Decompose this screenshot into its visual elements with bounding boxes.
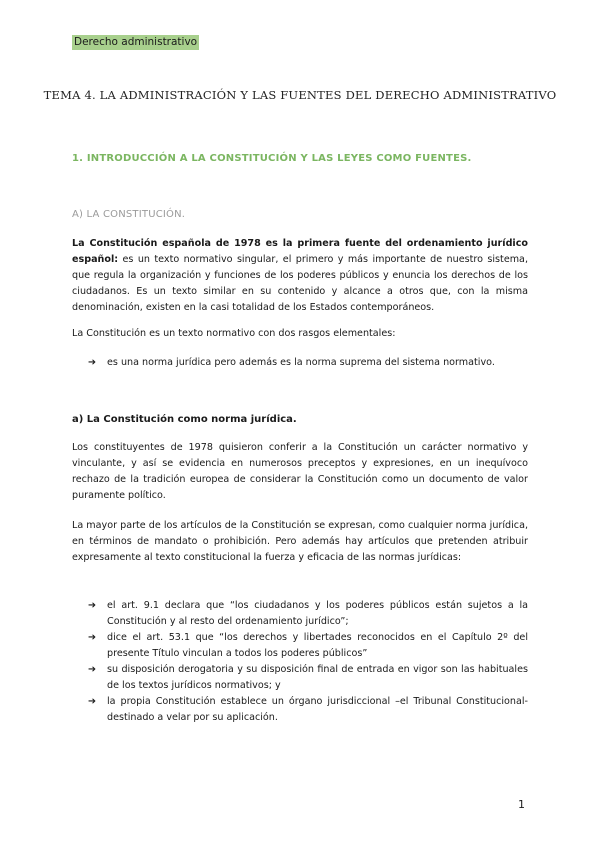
paragraph-constitution-intro [72, 236, 528, 316]
section-heading: 1. INTRODUCCIÓN A LA CONSTITUCIÓN Y LAS LEYES COMO FUENTES. [72, 153, 472, 164]
list-item-text: dice el art. 53.1 que “los derechos y libertades reconocidos en el Capítulo 2º del presente Título vinculan a todos los poderes públicos” [107, 632, 528, 659]
arrow-bullet-icon: ➔ [88, 696, 97, 707]
paragraph-rest: es un texto normativo singular, el primero y más importante de nuestro sistema, que regula la organización y funciones de los poderes públicos y enuncia los derechos de los ciudadanos. Es un texto similar en su contenido y alcance a otros que, con la misma denominación, existen en la casi totalidad de los Estados contemporáneos. [72, 254, 528, 313]
page-number: 1 [518, 798, 525, 811]
list-item-text: el art. 9.1 declara que “los ciudadanos y los poderes públicos están sujetos a la Constitución y al resto del ordenamiento jurídico”; [107, 600, 528, 627]
paragraph-articulos: La mayor parte de los artículos de la Constitución se expresan, como cualquier norma jurídica, en términos de mandato o prohibición. Pero además hay artículos que pretenden atribuir expresamente al texto constitucional la fuerza y eficacia de las normas jurídicas: [72, 520, 528, 563]
arrow-bullet-icon: ➔ [88, 357, 97, 368]
list-item-text: su disposición derogatoria y su disposición final de entrada en vigor son las habituales de los textos jurídicos normativos; y [107, 664, 528, 691]
paragraph-constituyentes: Los constituyentes de 1978 quisieron conferir a la Constitución un carácter normativo y vinculante, y así se evidencia en numerosos preceptos y expresiones, en un inequívoco rechazo de la tradición europea de considerar la Constitución como un documento de valor puramente político. [72, 442, 528, 501]
header-tag: Derecho administrativo [74, 36, 198, 48]
arrow-bullet-icon: ➔ [88, 600, 97, 611]
list-item-text: es una norma jurídica pero además es la norma suprema del sistema normativo. [107, 357, 495, 368]
list-item [88, 630, 528, 662]
topic-title: TEMA 4. LA ADMINISTRACIÓN Y LAS FUENTES DEL DERECHO ADMINISTRATIVO [43, 88, 557, 102]
list-item-text: la propia Constitución establece un órgano jurisdiccional –el Tribunal Constitucional- destinado a velar por su aplicación. [107, 696, 528, 723]
subsection-heading: A) LA CONSTITUCIÓN. [72, 209, 186, 220]
paragraph-two-traits: La Constitución es un texto normativo con dos rasgos elementales: [72, 328, 396, 339]
subtitle-norma-juridica: a) La Constitución como norma jurídica. [72, 414, 297, 425]
arrow-bullet-icon: ➔ [88, 632, 97, 643]
list-item [88, 598, 528, 630]
list-item [88, 662, 528, 694]
arrow-bullet-icon: ➔ [88, 664, 97, 675]
list-item [88, 694, 528, 726]
list-item [88, 355, 528, 371]
paragraph-bold-lead: La Constitución española de 1978 es la primera fuente del ordenamiento jurídico español: [72, 238, 528, 265]
